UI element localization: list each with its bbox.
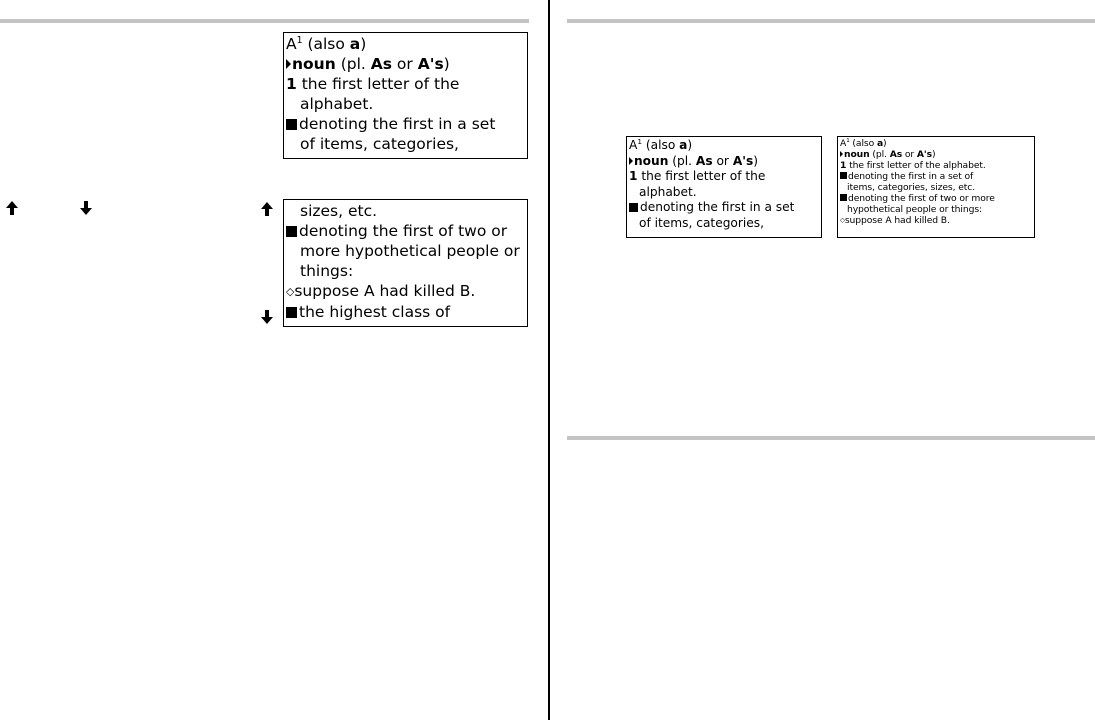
square-bullet-icon	[286, 226, 297, 237]
or-label: or	[391, 55, 418, 73]
square-bullet-icon	[629, 203, 638, 212]
also-label: (also	[849, 138, 877, 149]
diamond-icon: ◇	[840, 216, 845, 224]
square-bullet-icon	[840, 172, 847, 179]
subsense-line	[840, 171, 1034, 182]
triangle-marker-icon	[286, 59, 291, 69]
paren-close: )	[753, 153, 758, 168]
or-label: or	[712, 153, 733, 168]
sense-text: the first letter of the	[296, 75, 460, 93]
example-text: suppose A had killed B.	[844, 215, 950, 226]
or-label: or	[902, 149, 917, 160]
mid-rule-right	[567, 436, 1095, 440]
part-of-speech-line	[286, 54, 527, 74]
subsense-line: items, categories, sizes, etc.	[847, 182, 976, 193]
entry-headword-line	[629, 138, 821, 154]
plural-form-2: A's	[417, 55, 444, 73]
subsense-text: denoting the first in a set of	[848, 171, 974, 182]
triangle-marker-icon	[629, 157, 633, 165]
page-divider	[548, 0, 550, 720]
paren-close: )	[443, 55, 450, 73]
paren-close: )	[883, 138, 887, 149]
subsense-line: hypothetical people or things:	[847, 204, 982, 215]
variant-form: a	[349, 35, 361, 53]
headword: A	[629, 138, 638, 152]
subsense-line	[629, 200, 821, 216]
plural-form-1: As	[889, 149, 903, 160]
sense-text: the first letter of the	[637, 169, 766, 183]
variant-form: a	[679, 138, 688, 152]
homograph-number: 1	[846, 137, 850, 144]
subsense-line	[286, 221, 527, 241]
part-of-speech: noun	[292, 55, 336, 73]
subsense-line: of items, categories,	[300, 135, 459, 153]
part-of-speech-line	[629, 154, 821, 170]
headword: A	[840, 138, 847, 149]
plural-label: (pl.	[668, 153, 696, 168]
sense-number: 1	[286, 75, 297, 93]
diamond-icon: ◇	[286, 285, 295, 298]
homograph-number: 1	[637, 136, 642, 146]
up-arrow-icon	[6, 201, 18, 215]
sense-line: alphabet.	[639, 184, 697, 199]
dictionary-screen-large-1	[283, 32, 528, 159]
plural-label: (pl.	[869, 149, 890, 160]
sense-text: the first letter of the alphabet.	[846, 160, 986, 171]
part-of-speech-line	[840, 149, 1034, 160]
top-rule-right	[567, 19, 1095, 23]
plural-form-1: As	[695, 153, 713, 168]
dictionary-screen-large-2	[283, 199, 528, 327]
paren-close: )	[687, 138, 693, 152]
subsense-text: denoting the first of two or more	[848, 193, 995, 204]
subsense-line: more hypothetical people or	[300, 242, 520, 260]
top-rule-left	[0, 19, 529, 23]
example-text: suppose A had killed B.	[294, 282, 476, 300]
up-arrow-icon	[261, 202, 273, 216]
also-label: (also	[302, 35, 350, 53]
sense-line	[840, 160, 1034, 171]
square-bullet-icon	[840, 194, 847, 201]
subsense-line: things:	[300, 262, 354, 280]
subsense-line: of items, categories,	[639, 215, 765, 230]
entry-headword-line	[840, 138, 1034, 149]
subsense-text: the highest class of	[299, 303, 451, 321]
sense-number: 1	[840, 160, 847, 171]
paren-close: )	[932, 149, 936, 160]
homograph-number: 1	[296, 34, 303, 46]
down-arrow-icon	[261, 310, 273, 324]
sense-number: 1	[629, 169, 638, 183]
dictionary-screen-normal-font	[626, 136, 822, 238]
sense-line	[286, 74, 527, 94]
subsense-text: denoting the first of two or	[299, 222, 508, 240]
subsense-text: denoting the first in a set	[299, 115, 496, 133]
sense-line	[629, 169, 821, 185]
down-arrow-icon	[80, 201, 92, 215]
square-bullet-icon	[286, 119, 297, 130]
entry-headword-line	[286, 34, 527, 54]
triangle-marker-icon	[840, 151, 843, 157]
plural-form-1: As	[370, 55, 392, 73]
plural-form-2: A's	[916, 149, 933, 160]
subsense-line: sizes, etc.	[300, 202, 378, 220]
part-of-speech: noun	[634, 153, 669, 168]
example-line	[286, 281, 527, 302]
sense-line: alphabet.	[300, 95, 374, 113]
subsense-line	[286, 302, 527, 322]
subsense-line	[840, 193, 1034, 204]
plural-label: (pl.	[335, 55, 371, 73]
plural-form-2: A's	[732, 153, 754, 168]
part-of-speech: noun	[844, 149, 870, 160]
variant-form: a	[876, 138, 884, 149]
headword: A	[286, 35, 297, 53]
example-line	[840, 215, 1034, 226]
paren-close: )	[360, 35, 367, 53]
also-label: (also	[642, 138, 680, 152]
subsense-line	[286, 114, 527, 134]
square-bullet-icon	[286, 307, 297, 318]
subsense-text: denoting the first in a set	[640, 200, 795, 214]
dictionary-screen-small-font	[837, 136, 1035, 238]
